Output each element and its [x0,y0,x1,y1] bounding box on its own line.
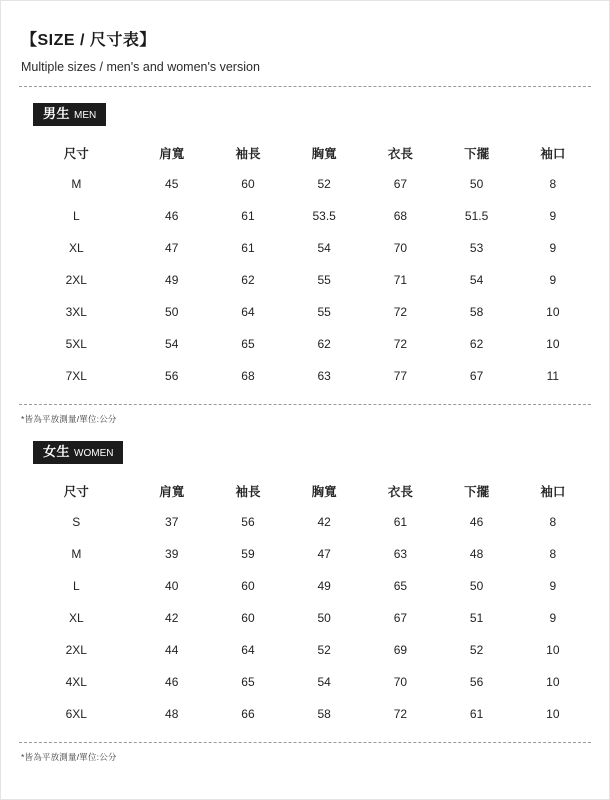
cell-cuff: 10 [546,643,560,657]
cell-hem: 50 [469,177,484,191]
column-header-body-length: 衣長 [387,485,413,499]
table-row [19,506,591,538]
cell-size: S [72,515,81,529]
cell-size: 3XL [65,305,87,319]
cell-shoulder: 48 [165,707,179,721]
section-tag-men-zh: 男生 [43,106,71,121]
cell-size: 7XL [65,369,87,383]
cell-chest: 63 [317,369,331,383]
women-divider [19,742,591,743]
cell-sleeve-length: 64 [241,643,255,657]
cell-cuff: 10 [546,305,560,319]
cell-chest: 55 [317,273,331,287]
section-women [19,441,591,763]
men-measure-note: *皆為平放測量/單位:公分 [21,414,117,424]
cell-size: 2XL [65,643,87,657]
section-tag-women-en: WOMEN [74,448,114,459]
section-tag-women-zh: 女生 [43,444,71,459]
cell-chest: 49 [317,579,331,593]
cell-shoulder: 46 [165,675,179,689]
cell-cuff: 11 [546,369,560,383]
cell-shoulder: 47 [165,241,179,255]
cell-hem: 56 [469,675,484,689]
cell-hem: 53 [469,241,484,255]
table-row [19,264,591,296]
cell-chest: 50 [317,611,331,625]
cell-sleeve-length: 60 [241,611,255,625]
cell-size: M [71,547,82,561]
column-header-size: 尺寸 [63,147,89,161]
section-tag-men [33,103,106,126]
table-row [19,328,591,360]
cell-cuff: 9 [549,611,557,625]
cell-shoulder: 44 [165,643,179,657]
cell-body-length: 69 [393,643,408,657]
table-row [19,602,591,634]
women-divider-wrap [19,742,591,743]
page-title: 【SIZE / 尺寸表】 [21,32,156,49]
cell-body-length: 70 [393,675,408,689]
cell-size: XL [68,241,84,255]
size-table-men [19,138,591,392]
cell-sleeve-length: 60 [241,579,255,593]
table-row [19,296,591,328]
cell-body-length: 67 [393,177,408,191]
cell-sleeve-length: 65 [241,337,255,351]
cell-body-length: 61 [393,515,408,529]
column-header-sleeve-length: 袖長 [235,485,261,499]
cell-sleeve-length: 61 [241,209,255,223]
cell-body-length: 72 [393,337,408,351]
cell-hem: 46 [469,515,484,529]
cell-cuff: 9 [549,209,557,223]
cell-body-length: 77 [393,369,408,383]
cell-sleeve-length: 64 [241,305,255,319]
cell-size: 5XL [65,337,87,351]
table-row [19,200,591,232]
table-header-row [19,138,591,168]
cell-shoulder: 54 [165,337,179,351]
column-header-hem: 下擺 [464,147,490,161]
size-table-women [19,476,591,730]
cell-hem: 51.5 [464,209,489,223]
cell-shoulder: 46 [165,209,179,223]
column-header-cuff: 袖口 [540,147,566,161]
cell-hem: 67 [469,369,484,383]
cell-shoulder: 45 [165,177,179,191]
cell-cuff: 10 [546,675,560,689]
table-row [19,634,591,666]
column-header-cuff: 袖口 [540,485,566,499]
cell-size: 4XL [65,675,87,689]
header-divider [19,86,591,87]
cell-hem: 54 [469,273,484,287]
cell-shoulder: 40 [165,579,179,593]
cell-sleeve-length: 56 [241,515,255,529]
cell-body-length: 70 [393,241,408,255]
table-row [19,168,591,200]
cell-size: L [72,579,80,593]
cell-hem: 52 [469,643,484,657]
cell-hem: 62 [469,337,484,351]
cell-cuff: 10 [546,707,560,721]
cell-cuff: 9 [549,579,557,593]
cell-size: 2XL [65,273,87,287]
table-header-row [19,476,591,506]
cell-shoulder: 39 [165,547,179,561]
cell-sleeve-length: 68 [241,369,255,383]
column-header-size: 尺寸 [63,485,89,499]
cell-body-length: 68 [393,209,408,223]
column-header-body-length: 衣長 [387,147,413,161]
cell-sleeve-length: 65 [241,675,255,689]
cell-chest: 53.5 [312,209,336,223]
cell-chest: 54 [317,675,331,689]
section-men [19,103,591,425]
cell-cuff: 8 [549,177,557,191]
women-measure-note: *皆為平放測量/單位:公分 [21,752,117,762]
cell-cuff: 8 [549,515,557,529]
cell-chest: 55 [317,305,331,319]
cell-shoulder: 42 [165,611,179,625]
table-row [19,570,591,602]
cell-size: 6XL [65,707,87,721]
cell-body-length: 71 [393,273,408,287]
column-header-hem: 下擺 [464,485,490,499]
table-row [19,698,591,730]
cell-size: L [72,209,80,223]
column-header-chest: 胸寬 [311,485,337,499]
cell-sleeve-length: 61 [241,241,255,255]
cell-shoulder: 56 [165,369,179,383]
column-header-shoulder: 肩寬 [159,147,185,161]
cell-cuff: 8 [549,547,557,561]
cell-cuff: 10 [546,337,560,351]
page-subtitle: Multiple sizes / men's and women's version [21,60,260,74]
cell-cuff: 9 [549,273,557,287]
cell-chest: 52 [317,177,331,191]
cell-hem: 58 [469,305,484,319]
cell-size: XL [68,611,84,625]
men-divider [19,404,591,405]
cell-body-length: 72 [393,707,408,721]
cell-chest: 58 [317,707,331,721]
table-row [19,666,591,698]
cell-size: M [71,177,82,191]
table-row [19,360,591,392]
cell-body-length: 65 [393,579,408,593]
table-row [19,232,591,264]
cell-sleeve-length: 62 [241,273,255,287]
column-header-sleeve-length: 袖長 [235,147,261,161]
cell-shoulder: 50 [165,305,179,319]
column-header-shoulder: 肩寬 [159,485,185,499]
cell-chest: 42 [317,515,331,529]
cell-chest: 52 [317,643,331,657]
cell-hem: 61 [469,707,484,721]
cell-hem: 50 [469,579,484,593]
section-tag-women [33,441,123,464]
cell-chest: 54 [317,241,331,255]
cell-shoulder: 49 [165,273,179,287]
cell-sleeve-length: 60 [241,177,255,191]
cell-body-length: 67 [393,611,408,625]
cell-shoulder: 37 [165,515,179,529]
section-tag-men-en: MEN [74,110,97,121]
cell-sleeve-length: 59 [241,547,255,561]
column-header-chest: 胸寬 [311,147,337,161]
cell-chest: 62 [317,337,331,351]
cell-hem: 51 [469,611,484,625]
cell-hem: 48 [469,547,484,561]
cell-sleeve-length: 66 [241,707,255,721]
men-divider-wrap [19,404,591,405]
cell-body-length: 72 [393,305,408,319]
table-row [19,538,591,570]
cell-chest: 47 [317,547,331,561]
cell-cuff: 9 [549,241,557,255]
cell-body-length: 63 [393,547,408,561]
